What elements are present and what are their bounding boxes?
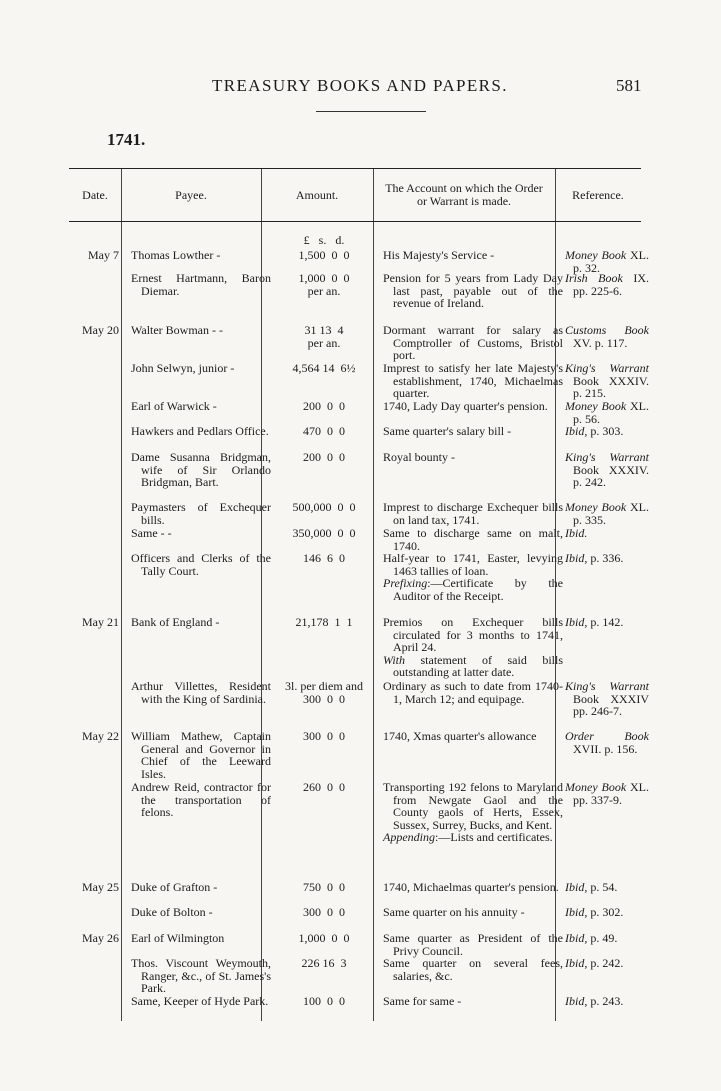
reference-source: Ibid, <box>565 905 588 919</box>
reference-source: King's Warrant <box>565 361 649 375</box>
entry-payee: Duke of Bolton - <box>131 905 213 919</box>
reference-location: XVII. p. 156. <box>573 741 638 756</box>
account-text: Pension for 5 years from Lady Day last past, payable out of the revenue of Ireland. <box>383 271 563 310</box>
account-text: Royal bounty - <box>383 450 455 464</box>
entry-payee: Same, Keeper of Hyde Park. <box>131 994 269 1008</box>
running-head <box>0 76 721 96</box>
amount-units: £ s. d. <box>303 233 345 247</box>
entry-amount: 200 0 0 <box>303 450 345 464</box>
reference-location: p. 54. <box>590 880 618 894</box>
column-header-date: Date. <box>82 187 108 202</box>
entry-amount: 1,000 0 0 <box>298 931 350 945</box>
entry-date: May 21 <box>82 615 119 629</box>
running-title: TREASURY BOOKS AND PAPERS. <box>212 76 508 95</box>
column-header-reference: Reference. <box>572 187 624 202</box>
entry-account <box>383 501 563 526</box>
entry-amount: 100 0 0 <box>303 994 345 1008</box>
reference-location: Book XXXIV pp. 246-7. <box>573 691 649 718</box>
reference-source: Ibid, <box>565 424 588 438</box>
entry-amount: 3l. per diem and 300 0 0 <box>285 679 363 706</box>
reference-location: p. 302. <box>590 905 624 919</box>
reference-location: p. 49. <box>590 931 618 945</box>
entry-amount: 500,000 0 0 <box>292 500 356 514</box>
page-number: 581 <box>616 76 642 95</box>
reference-location: Book XXXIV. p. 215. <box>573 373 649 400</box>
entry-amount: 146 6 0 <box>303 551 345 565</box>
account-text: 1740, Michaelmas quarter's pension. <box>383 880 559 894</box>
account-text: 1740, Xmas quarter's allowance <box>383 729 537 743</box>
entry-payee: Walter Bowman - - <box>131 323 224 337</box>
entry-reference <box>565 906 649 919</box>
entry-date: May 20 <box>82 323 119 337</box>
reference-location: XL. p. 335. <box>573 500 649 527</box>
entry-amount: 470 0 0 <box>303 424 345 438</box>
entry-reference <box>565 324 649 349</box>
entry-date: May 22 <box>82 729 119 743</box>
account-text: Transporting 192 felons to Maryland from Newgate Gaol and the County gaols of Herts, Essex, Sussex, Surrey, Bucks, and Kent. <box>383 780 563 832</box>
entry-payee: Arthur Villettes, Resident with the King of Sardinia. <box>131 679 271 706</box>
reference-source: Ibid, <box>565 615 588 629</box>
entry-account <box>383 527 563 552</box>
account-text: Ordinary as such to date from 1740-1, March 12; and equipage. <box>383 679 563 706</box>
entry-reference <box>565 881 649 894</box>
entry-reference <box>565 272 649 297</box>
reference-location: Book XXXIV. p. 242. <box>573 462 649 489</box>
column-divider <box>121 169 122 1021</box>
entry-account <box>383 451 563 464</box>
entry-reference <box>565 400 649 425</box>
reference-source: Money Book <box>565 399 627 413</box>
account-note <box>383 576 563 603</box>
reference-source: Order Book <box>565 729 649 743</box>
reference-source: Customs Book <box>565 323 649 337</box>
entry-payee: William Mathew, Captain General and Governor in Chief of the Leeward Isles. <box>131 729 271 781</box>
entry-account <box>383 616 563 679</box>
reference-location: XL. p. 56. <box>573 399 649 426</box>
entry-amount: 260 0 0 <box>303 780 345 794</box>
entry-account <box>383 362 563 400</box>
entry-amount: 31 13 4 per an. <box>304 323 344 350</box>
reference-source: Irish Book <box>565 271 623 285</box>
reference-location: IX. pp. 225-6. <box>573 271 649 298</box>
entry-payee: John Selwyn, junior - <box>131 361 235 375</box>
entry-payee: Officers and Clerks of the Tally Court. <box>131 551 271 578</box>
reference-location: p. 142. <box>590 615 624 629</box>
entry-amount: 350,000 0 0 <box>292 526 356 540</box>
entry-date: May 25 <box>82 880 119 894</box>
entry-payee: Earl of Warwick - <box>131 399 217 413</box>
entry-reference <box>565 501 649 526</box>
entry-payee: Dame Susanna Bridgman, wife of Sir Orlando Bridgman, Bart. <box>131 450 271 489</box>
account-text: Imprest to discharge Exchequer bills on land tax, 1741. <box>383 500 563 527</box>
entry-date: May 7 <box>88 248 119 262</box>
reference-source: King's Warrant <box>565 679 649 693</box>
account-text: Same quarter on several fees, salaries, &c. <box>383 956 563 983</box>
reference-location: p. 336. <box>590 551 624 565</box>
account-text: Half-year to 1741, Easter, levying 1463 tallies of loan. <box>383 551 563 578</box>
entry-account <box>383 932 563 957</box>
entry-amount: 21,178 1 1 <box>295 615 353 629</box>
entry-reference <box>565 451 649 489</box>
account-text: His Majesty's Service - <box>383 248 495 262</box>
account-text: Same quarter on his annuity - <box>383 905 525 919</box>
reference-source: Money Book <box>565 500 627 514</box>
entry-reference <box>565 957 649 970</box>
entry-amount: 300 0 0 <box>303 729 345 743</box>
account-text: Same for same - <box>383 994 462 1008</box>
reference-location: XV. p. 117. <box>573 335 628 350</box>
reference-source: King's Warrant <box>565 450 649 464</box>
ledger-table <box>69 168 649 1021</box>
entry-payee: Earl of Wilmington <box>131 931 225 945</box>
entry-account <box>383 781 563 844</box>
account-note-label: With <box>383 652 406 667</box>
entry-account <box>383 272 563 310</box>
header-rule <box>69 221 641 222</box>
account-text: 1740, Lady Day quarter's pension. <box>383 399 548 413</box>
entry-payee: Bank of England - <box>131 615 220 629</box>
entry-reference <box>565 616 649 629</box>
account-text: Dormant warrant for salary as Comptroller of Customs, Bristol port. <box>383 323 563 362</box>
account-text: Premios on Exchequer bills circulated for 3 months to 1741, April 24. <box>383 615 563 654</box>
entry-reference <box>565 995 649 1008</box>
reference-source: Ibid. <box>565 526 588 540</box>
entry-date: May 26 <box>82 931 119 945</box>
entry-reference <box>565 425 649 438</box>
entry-amount: 300 0 0 <box>303 905 345 919</box>
entry-account <box>383 249 563 262</box>
entry-payee: Andrew Reid, contractor for the transportation of felons. <box>131 780 271 819</box>
reference-location: p. 242. <box>590 956 624 970</box>
entry-account <box>383 995 563 1008</box>
entry-reference <box>565 527 649 540</box>
account-text: Same quarter's salary bill - <box>383 424 512 438</box>
entry-account <box>383 400 563 413</box>
account-text: Same quarter as President of the Privy Council. <box>383 931 563 958</box>
entry-account <box>383 324 563 362</box>
entry-payee: Thos. Viscount Weymouth, Ranger, &c., of St. James's Park. <box>131 956 271 995</box>
entry-payee: Paymasters of Exchequer bills. <box>131 500 271 527</box>
reference-source: Money Book <box>565 248 627 262</box>
entry-payee: Ernest Hartmann, Baron Diemar. <box>131 271 271 298</box>
entry-reference <box>565 781 649 806</box>
entry-account <box>383 425 563 438</box>
reference-source: Ibid, <box>565 551 588 565</box>
reference-location: XL. p. 32. <box>573 248 649 275</box>
reference-location: p. 303. <box>590 424 624 438</box>
reference-source: Ibid, <box>565 956 588 970</box>
column-header-amount: Amount. <box>295 187 339 202</box>
entry-account <box>383 552 563 602</box>
entry-amount: 1,500 0 0 <box>298 248 350 262</box>
entry-reference <box>565 680 649 718</box>
entry-payee: Hawkers and Pedlars Office. <box>131 424 269 438</box>
entry-reference <box>565 730 649 755</box>
account-note-text: statement of said bills outstanding at latter date. <box>393 652 563 679</box>
entry-account <box>383 881 563 894</box>
entry-amount: 4,564 14 6½ <box>292 361 356 375</box>
account-note-text: :—Certificate by the Auditor of the Receipt. <box>393 576 563 603</box>
entry-amount: 750 0 0 <box>303 880 345 894</box>
entry-account <box>383 906 563 919</box>
entry-payee: Same - - <box>131 526 172 540</box>
account-note-text: :—Lists and certificates. <box>435 830 553 844</box>
reference-source: Money Book <box>565 780 627 794</box>
entry-reference <box>565 552 649 565</box>
account-note <box>383 652 563 679</box>
account-text: Same to discharge same on malt, 1740. <box>383 526 563 553</box>
entry-amount: 1,000 0 0 per an. <box>298 271 350 298</box>
entry-amount: 226 16 3 <box>301 956 347 970</box>
entry-account <box>383 730 563 743</box>
entry-payee: Duke of Grafton - <box>131 880 218 894</box>
entry-account <box>383 957 563 982</box>
reference-source: Ibid, <box>565 880 588 894</box>
year-heading: 1741. <box>107 130 146 149</box>
account-note-label: Prefixing <box>383 576 428 590</box>
column-divider <box>373 169 374 1021</box>
account-note <box>383 830 563 844</box>
entry-amount: 200 0 0 <box>303 399 345 413</box>
account-text: Imprest to satisfy her late Majesty's establishment, 1740, Michaelmas quarter. <box>383 361 563 400</box>
entry-reference <box>565 932 649 945</box>
entry-account <box>383 680 563 705</box>
reference-source: Ibid, <box>565 931 588 945</box>
reference-source: Ibid, <box>565 994 588 1008</box>
column-header-account: The Account on which the Order or Warrant is made. <box>385 181 543 208</box>
account-note-label: Appending <box>383 830 435 844</box>
entry-reference <box>565 362 649 400</box>
head-rule <box>316 111 426 112</box>
reference-location: XL. pp. 337-9. <box>573 780 649 807</box>
reference-location: p. 243. <box>590 994 624 1008</box>
column-header-payee: Payee. <box>175 187 207 202</box>
entry-payee: Thomas Lowther - <box>131 248 221 262</box>
